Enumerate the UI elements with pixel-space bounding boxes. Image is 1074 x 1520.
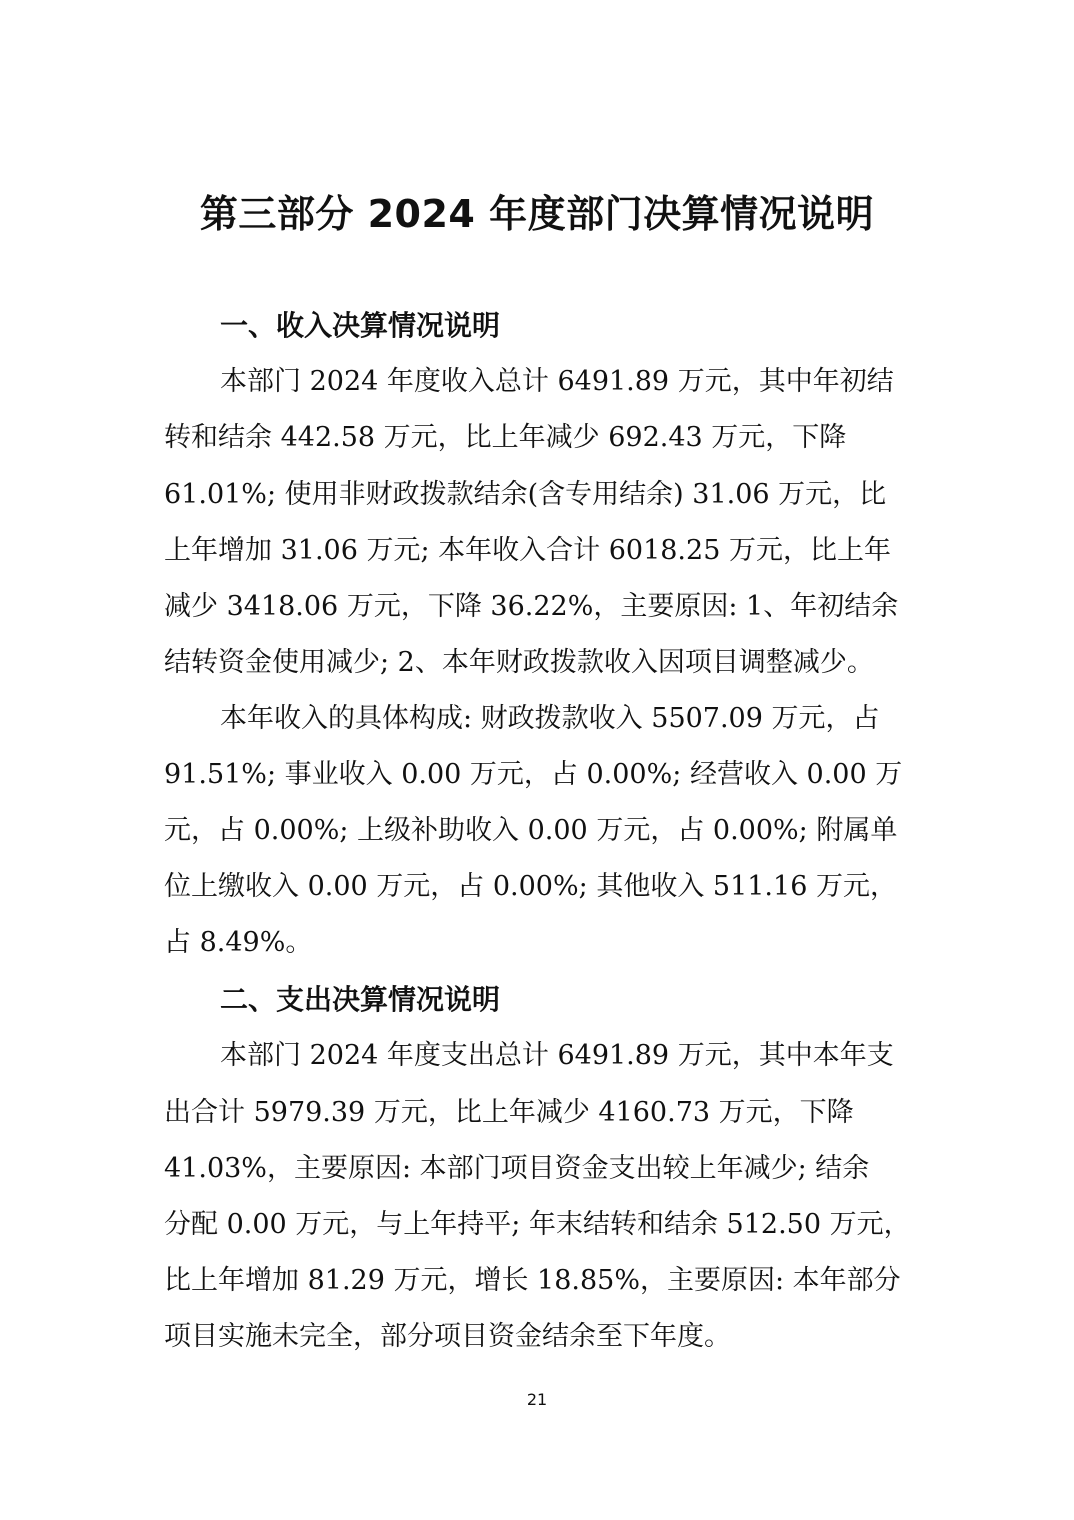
paragraph-line: 项目实施未完全，部分项目资金结余至下年度。 bbox=[164, 1321, 731, 1352]
paragraph-line: 减少 3418.06 万元，下降 36.22%，主要原因: 1、年初结余 bbox=[164, 591, 899, 622]
paragraph-line: 91.51%; 事业收入 0.00 万元，占 0.00%; 经营收入 0.00 万 bbox=[164, 759, 903, 790]
paragraph-line: 出合计 5979.39 万元，比上年减少 4160.73 万元，下降 bbox=[164, 1097, 854, 1128]
paragraph-line: 上年增加 31.06 万元; 本年收入合计 6018.25 万元，比上年 bbox=[164, 535, 891, 566]
paragraph-line: 结转资金使用减少; 2、本年财政拨款收入因项目调整减少。 bbox=[164, 647, 874, 678]
paragraph-line: 本年收入的具体构成: 财政拨款收入 5507.09 万元，占 bbox=[220, 703, 880, 734]
paragraph-line: 占 8.49%。 bbox=[164, 927, 313, 958]
paragraph-line: 位上缴收入 0.00 万元，占 0.00%; 其他收入 511.16 万元， bbox=[164, 871, 897, 902]
paragraph-line: 转和结余 442.58 万元，比上年减少 692.43 万元，下降 bbox=[164, 422, 847, 453]
paragraph-line: 41.03%，主要原因: 本部门项目资金支出较上年减少; 结余 bbox=[164, 1153, 870, 1184]
page-number: 21 bbox=[526, 1390, 548, 1409]
paragraph-line: 61.01%; 使用非财政拨款结余(含专用结余) 31.06 万元，比 bbox=[164, 479, 887, 510]
paragraph-line: 本部门 2024 年度支出总计 6491.89 万元，其中本年支 bbox=[220, 1040, 894, 1071]
paragraph-line: 本部门 2024 年度收入总计 6491.89 万元，其中年初结 bbox=[220, 366, 894, 397]
section-heading-expenditure: 二、支出决算情况说明 bbox=[220, 983, 501, 1016]
paragraph-line: 比上年增加 81.29 万元，增长 18.85%，主要原因: 本年部分 bbox=[164, 1265, 901, 1296]
section-heading-income: 一、收入决算情况说明 bbox=[220, 309, 501, 342]
paragraph-line: 元，占 0.00%; 上级补助收入 0.00 万元，占 0.00%; 附属单 bbox=[164, 815, 898, 846]
paragraph-line: 分配 0.00 万元，与上年持平; 年末结转和结余 512.50 万元， bbox=[164, 1209, 911, 1240]
page-title: 第三部分 2024 年度部门决算情况说明 bbox=[199, 192, 875, 236]
